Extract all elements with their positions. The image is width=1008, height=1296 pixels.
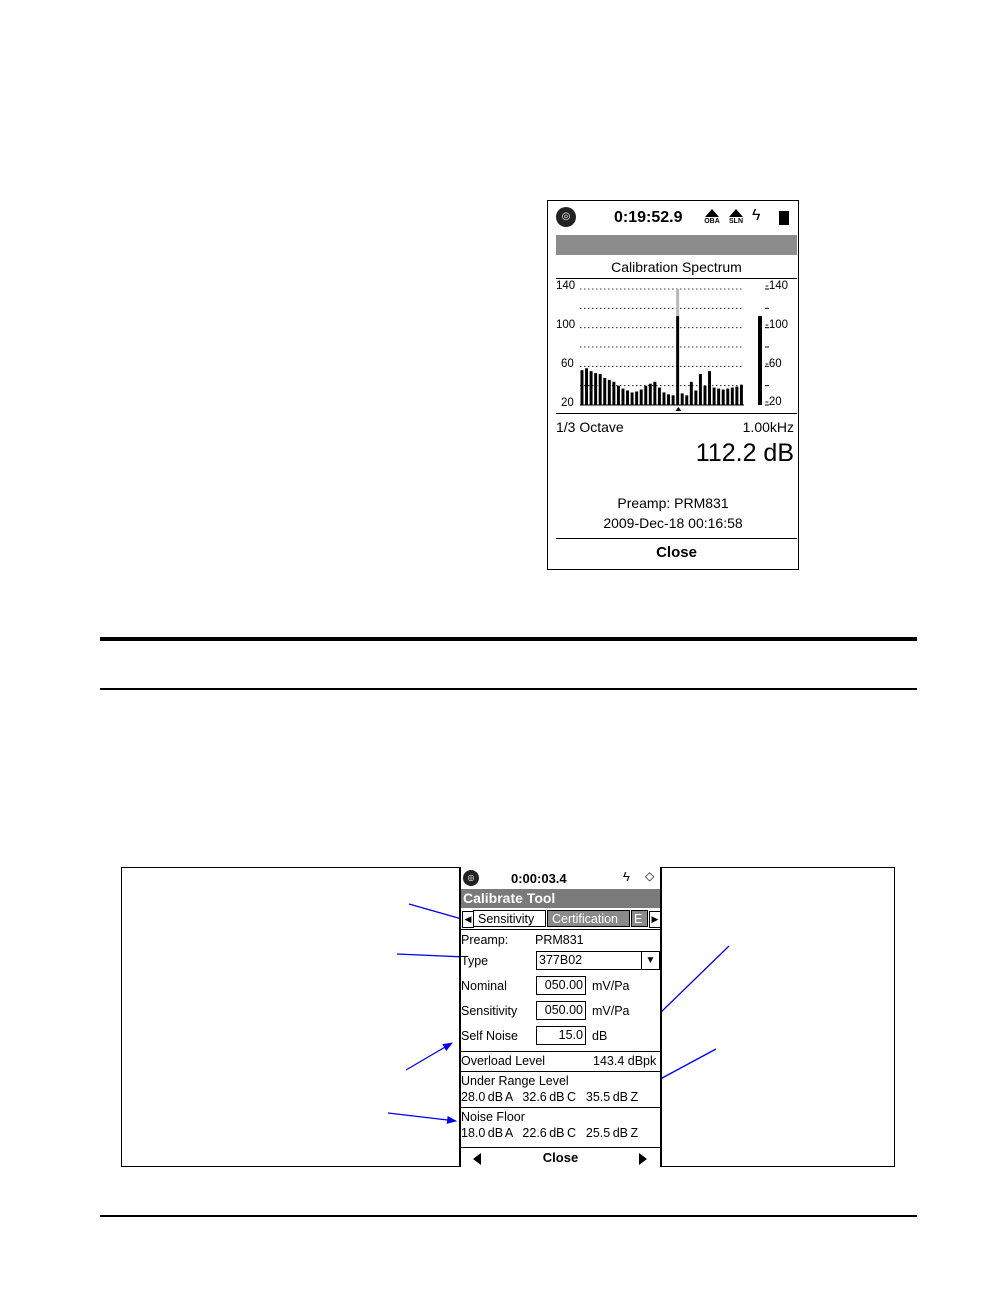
noise-floor-label: Noise Floor (461, 1110, 525, 1124)
sensitivity-input[interactable]: 050.00 (536, 1001, 586, 1020)
run-time-clock: 0:19:52.9 (614, 209, 683, 226)
self-noise-input[interactable]: 15.0 (536, 1026, 586, 1045)
overload-value: 143.4 dBpk (593, 1054, 657, 1068)
y-tick-label: 20 (561, 397, 574, 409)
status-diamond-icon: ◇ (645, 869, 655, 883)
tab-strip (461, 909, 660, 930)
y-tick-label: 100 (556, 319, 576, 331)
level-readout: 112.2 dB (695, 439, 794, 467)
dropdown-arrow-icon[interactable]: ▼ (641, 952, 659, 969)
status-bar (461, 867, 660, 889)
instrument-logo-icon: ◎ (463, 870, 479, 886)
under-range-label: Under Range Level (461, 1074, 569, 1088)
y-tick-label-right: -100 (765, 319, 789, 331)
run-time-clock: 0:00:03.4 (511, 871, 567, 886)
preamp-label: Preamp: (461, 933, 509, 947)
self-noise-unit: dB (592, 1029, 608, 1043)
tab-scroll-right-icon[interactable]: ▶ (649, 911, 661, 928)
under-range-values: 28.0 dB A 32.6 dB C 35.5 dB Z (461, 1090, 639, 1104)
tab-certification[interactable]: Certification (547, 910, 630, 927)
y-tick-label-right: -60 (765, 358, 782, 370)
close-button[interactable]: Close (556, 538, 797, 567)
nominal-unit: mV/Pa (592, 979, 630, 993)
overload-label: Overload Level (461, 1054, 546, 1068)
footer-bar (461, 1147, 660, 1168)
self-noise-label: Self Noise (461, 1029, 518, 1043)
bandwidth-label: 1/3 Octave (556, 419, 624, 435)
next-arrow-icon[interactable] (639, 1153, 647, 1165)
type-select-value: 377B02 (539, 953, 583, 967)
preamp-readout: Preamp: PRM831 (617, 495, 729, 511)
tab-scroll-left-icon[interactable]: ◀ (462, 911, 474, 928)
y-tick-label-right: -140 (765, 280, 789, 292)
power-bolt-icon: ϟ (752, 207, 761, 224)
nominal-input[interactable]: 050.00 (536, 976, 586, 995)
sln-indicator-icon: SLN (726, 207, 746, 227)
close-button[interactable]: Close (542, 1150, 579, 1165)
calibration-datetime: 2009-Dec-18 00:16:58 (603, 515, 743, 531)
y-tick-label: 140 (556, 280, 576, 292)
tab-sensitivity[interactable]: Sensitivity (473, 910, 546, 927)
type-select[interactable] (536, 951, 660, 970)
calibrate-tool-screen (459, 867, 662, 1167)
power-bolt-icon: ϟ (623, 869, 630, 884)
tab-next[interactable]: E (631, 910, 648, 927)
type-label: Type (461, 954, 489, 968)
callout-arrow (406, 1043, 452, 1070)
oba-indicator-icon: OBA (702, 207, 722, 227)
y-tick-label-right: -20 (765, 396, 782, 408)
y-tick-label: 60 (561, 358, 574, 370)
instrument-logo-icon: ◎ (556, 207, 576, 227)
callout-arrow (388, 1113, 456, 1121)
sensitivity-unit: mV/Pa (592, 1004, 630, 1018)
noise-floor-values: 18.0 dB A 22.6 dB C 25.5 dB Z (461, 1126, 639, 1140)
screen-title: Calibration Spectrum (556, 257, 797, 279)
nominal-label: Nominal (461, 979, 507, 993)
screen-header: Calibrate Tool (461, 889, 660, 908)
frequency-readout: 1.00kHz (742, 419, 794, 435)
sensitivity-label: Sensitivity (461, 1004, 518, 1018)
preamp-value: PRM831 (535, 933, 584, 947)
